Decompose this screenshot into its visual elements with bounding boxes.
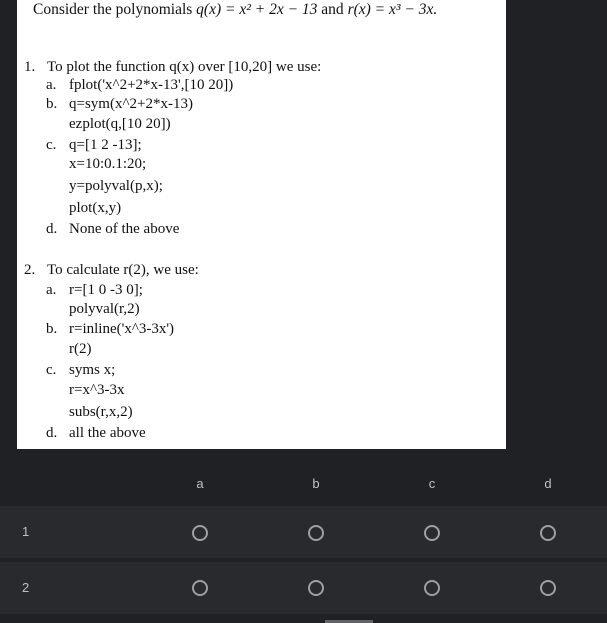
q1-b-line2: ezplot(q,[10 20]) <box>69 116 171 132</box>
row-label-1: 1 <box>22 524 30 539</box>
grid-row-2 <box>0 562 607 614</box>
q1-b-line1: q=sym(x^2+2*x-13) <box>69 96 193 112</box>
q2-c-line1: syms x; <box>69 362 116 378</box>
q1-d-label: d. <box>46 221 58 237</box>
q1-a-line1: fplot('x^2+2*x-13',[10 20]) <box>69 77 234 93</box>
q2-c-line2: r=x^3-3x <box>69 382 125 398</box>
q2-c-line3: subs(r,x,2) <box>69 404 133 420</box>
q1-a-label: a. <box>46 77 57 93</box>
intro-q: q(x) = x² + 2x − 13 <box>196 1 318 18</box>
q1-d-line1: None of the above <box>69 221 180 237</box>
q2-d-line1: all the above <box>69 425 146 441</box>
q1-c-line2: x=10:0.1:20; <box>69 156 147 172</box>
q1-b-label: b. <box>46 96 58 112</box>
grid-row-1 <box>0 506 607 558</box>
radio-row1-c[interactable] <box>424 525 440 541</box>
intro-r: r(x) = x³ − 3x. <box>347 1 438 18</box>
column-header-d: d <box>544 476 552 491</box>
intro-text <box>33 1 437 19</box>
q2-a-line1: r=[1 0 -3 0]; <box>69 282 143 298</box>
q2-c-label: c. <box>46 362 57 378</box>
q1-c-line3: y=polyval(p,x); <box>69 178 163 194</box>
q2-b-line2: r(2) <box>69 341 92 357</box>
radio-row2-c[interactable] <box>424 580 440 596</box>
q1-c-line4: plot(x,y) <box>69 200 122 216</box>
q2-b-line1: r=inline('x^3-3x') <box>69 321 175 337</box>
q2-a-label: a. <box>46 282 57 298</box>
radio-row1-b[interactable] <box>308 525 324 541</box>
radio-row1-a[interactable] <box>192 525 208 541</box>
intro-and: and <box>317 1 348 18</box>
intro-prefix: Consider the polynomials <box>33 1 197 18</box>
column-header-a: a <box>196 476 204 491</box>
q2-a-line2: polyval(r,2) <box>69 301 140 317</box>
q2-d-label: d. <box>46 425 58 441</box>
q1-c-line1: q=[1 2 -13]; <box>69 137 142 153</box>
column-header-c: c <box>428 476 436 491</box>
row-label-2: 2 <box>22 580 30 595</box>
column-header-b: b <box>312 476 320 491</box>
radio-row2-d[interactable] <box>540 580 556 596</box>
q2-number: 2. <box>24 262 36 278</box>
question-document <box>17 0 506 449</box>
q2-question: To calculate r(2), we use: <box>47 262 199 278</box>
q1-c-label: c. <box>46 137 57 153</box>
radio-row2-a[interactable] <box>192 580 208 596</box>
radio-row2-b[interactable] <box>308 580 324 596</box>
q2-b-label: b. <box>46 321 58 337</box>
q1-question: To plot the function q(x) over [10,20] we use: <box>47 59 322 75</box>
radio-row1-d[interactable] <box>540 525 556 541</box>
q1-number: 1. <box>24 59 36 75</box>
